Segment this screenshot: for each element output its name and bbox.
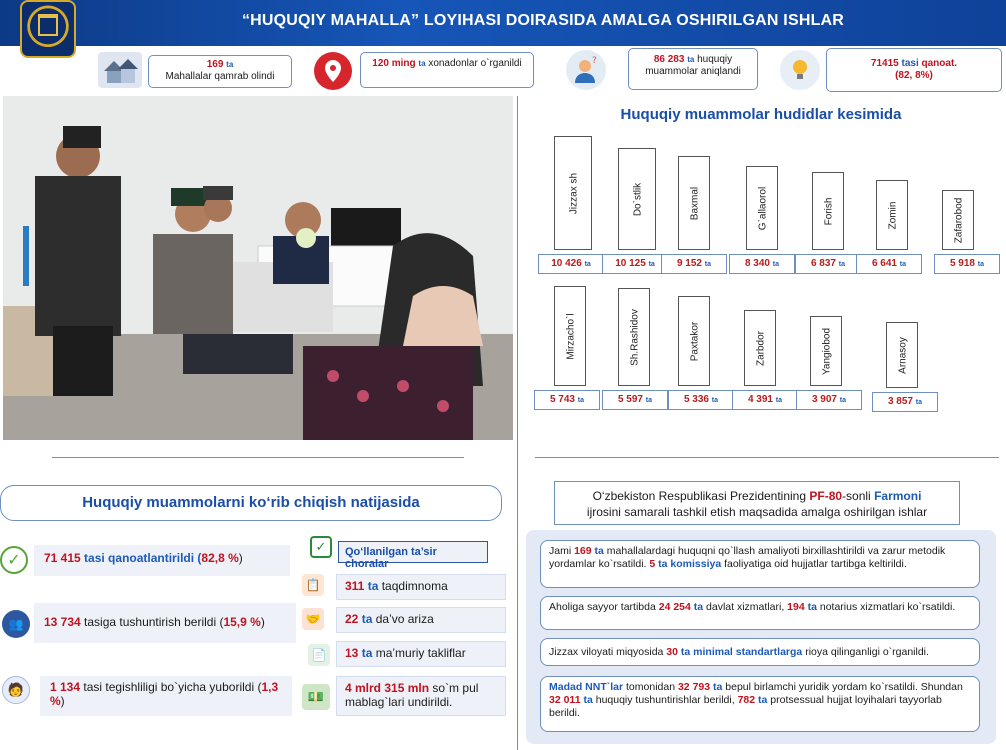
work-item-4: Madad NNT`lar tomonidan 32 793 ta bepul birlamchi yuridik yordam ko`rsatildi. Shundan 32 011 ta huquqiy tushuntirishlar berildi, 782 ta protsessual hujjat loyihalari tayyorlab berildi. xyxy=(540,676,980,732)
district-value: 6 641 ta xyxy=(856,254,922,274)
result-item-explained: 13 734 tasiga tushuntirish berildi (15,9 %) xyxy=(34,603,296,643)
lightbulb-icon xyxy=(780,50,820,90)
district-card: Paxtakor 5 336 ta xyxy=(678,296,710,386)
work-item-1: Jami 169 ta mahallalardagi huquqni qo`llash amaliyoti birxillashtirildi va zarur metodik yordamlar ko`rsatildi. 5 ta komissiya faoliyatiga oid hujjatlar tartibga keltirildi. xyxy=(540,540,980,588)
district-card: Zafarobod 5 918 ta xyxy=(942,190,974,250)
stat-xonadonlar: 120 ming ta xonadonlar o`rganildi xyxy=(360,52,534,88)
stat-qanoat: 71415 tasi qanoat. (82, 8%) xyxy=(826,48,1002,92)
work-item-2: Aholiga sayyor tartibda 24 254 ta davlat xizmatlari, 194 ta notarius xizmatlari ko`rsatildi. xyxy=(540,596,980,630)
work-item-3: Jizzax viloyati miqyosida 30 ta minimal standartlarga rioya qilinganligi o`rganildi. xyxy=(540,638,980,666)
measure-item: 4 mlrd 315 mln so`m pul mablag`lari undirildi. xyxy=(336,676,506,716)
district-card: Mirzacho`l 5 743 ta xyxy=(554,286,586,386)
page-title: “HUQUQIY MAHALLA” LOYIHASI DOIRASIDA AMALGA OSHIRILGAN ISHLAR xyxy=(241,12,845,29)
district-value: 3 857 ta xyxy=(872,392,938,412)
district-value: 5 918 ta xyxy=(934,254,1000,274)
document-check-icon: 📄 xyxy=(308,644,330,666)
district-value: 8 340 ta xyxy=(729,254,795,274)
checkbox-icon: ✓ xyxy=(310,536,332,558)
district-value: 5 743 ta xyxy=(534,390,600,410)
district-card: Zarbdor 4 391 ta xyxy=(744,310,776,386)
district-card: Jizzax sh 10 426 ta xyxy=(554,136,592,250)
district-value: 10 426 ta xyxy=(538,254,604,274)
svg-text:?: ? xyxy=(592,56,597,66)
measure-item: 22 ta da’vo ariza xyxy=(336,607,506,633)
districts-row-1 xyxy=(538,132,1004,276)
district-value: 10 125 ta xyxy=(602,254,668,274)
district-card: Zomin 6 641 ta xyxy=(876,180,908,250)
stat-mahallalar: 169 ta Mahallalar qamrab olindi xyxy=(148,55,292,88)
stat-muammolar: 86 283 ta huquqiy muammolar aniqlandi xyxy=(628,48,758,90)
meeting-photo xyxy=(3,96,513,440)
presentation-icon: 📋 xyxy=(302,574,324,596)
houses-icon xyxy=(98,52,142,88)
district-value: 5 336 ta xyxy=(668,390,734,410)
check-circle-icon: ✓ xyxy=(0,546,28,574)
person-redirect-icon: 🧑 xyxy=(2,676,30,704)
person-question-icon xyxy=(566,50,606,90)
result-item-satisfied: 71 415 tasi qanoatlantirildi (82,8 %) xyxy=(34,545,290,576)
decree-title: O‘zbekiston Respublikasi Prezidentining PF-80-sonli Farmoni ijrosini samarali tashkil etish maqsadida amalga oshirilgan ishlar xyxy=(554,481,960,525)
district-card: Baxmal 9 152 ta xyxy=(678,156,710,250)
district-card: Do`stlik 10 125 ta xyxy=(618,148,656,250)
people-icon: 👥 xyxy=(2,610,30,638)
results-title: Huquqiy muammolarni ko‘rib chiqish natijasida xyxy=(82,494,420,511)
measures-title: Qo‘llanilgan ta’sir choralar xyxy=(338,541,488,563)
scales-icon xyxy=(38,14,58,36)
district-card: Arnasoy 3 857 ta xyxy=(886,322,918,388)
district-value: 9 152 ta xyxy=(661,254,727,274)
district-card: Forish 6 837 ta xyxy=(812,172,844,250)
district-card: G`allaorol 8 340 ta xyxy=(746,166,778,250)
money-icon: 💵 xyxy=(302,684,330,710)
hand-money-icon: 🤝 xyxy=(302,608,324,630)
district-value: 5 597 ta xyxy=(602,390,668,410)
left-divider xyxy=(52,457,464,458)
location-pin-icon xyxy=(314,52,352,90)
district-value: 4 391 ta xyxy=(732,390,798,410)
right-divider xyxy=(535,457,999,458)
district-card: Sh.Rashidov 5 597 ta xyxy=(618,288,650,386)
measure-item: 13 ta ma’muriy takliflar xyxy=(336,641,506,667)
measure-item: 311 ta taqdimnoma xyxy=(336,574,506,600)
districts-row-2 xyxy=(538,282,1004,412)
district-card: Yangiobod 3 907 ta xyxy=(810,316,842,386)
vertical-divider xyxy=(517,96,518,750)
result-item-forwarded: 1 134 tasi tegishliligi bo`yicha yuborildi (1,3 %) xyxy=(40,676,292,716)
districts-title: Huquqiy muammolar hudidlar kesimida xyxy=(620,106,902,123)
district-value: 6 837 ta xyxy=(795,254,861,274)
district-value: 3 907 ta xyxy=(796,390,862,410)
